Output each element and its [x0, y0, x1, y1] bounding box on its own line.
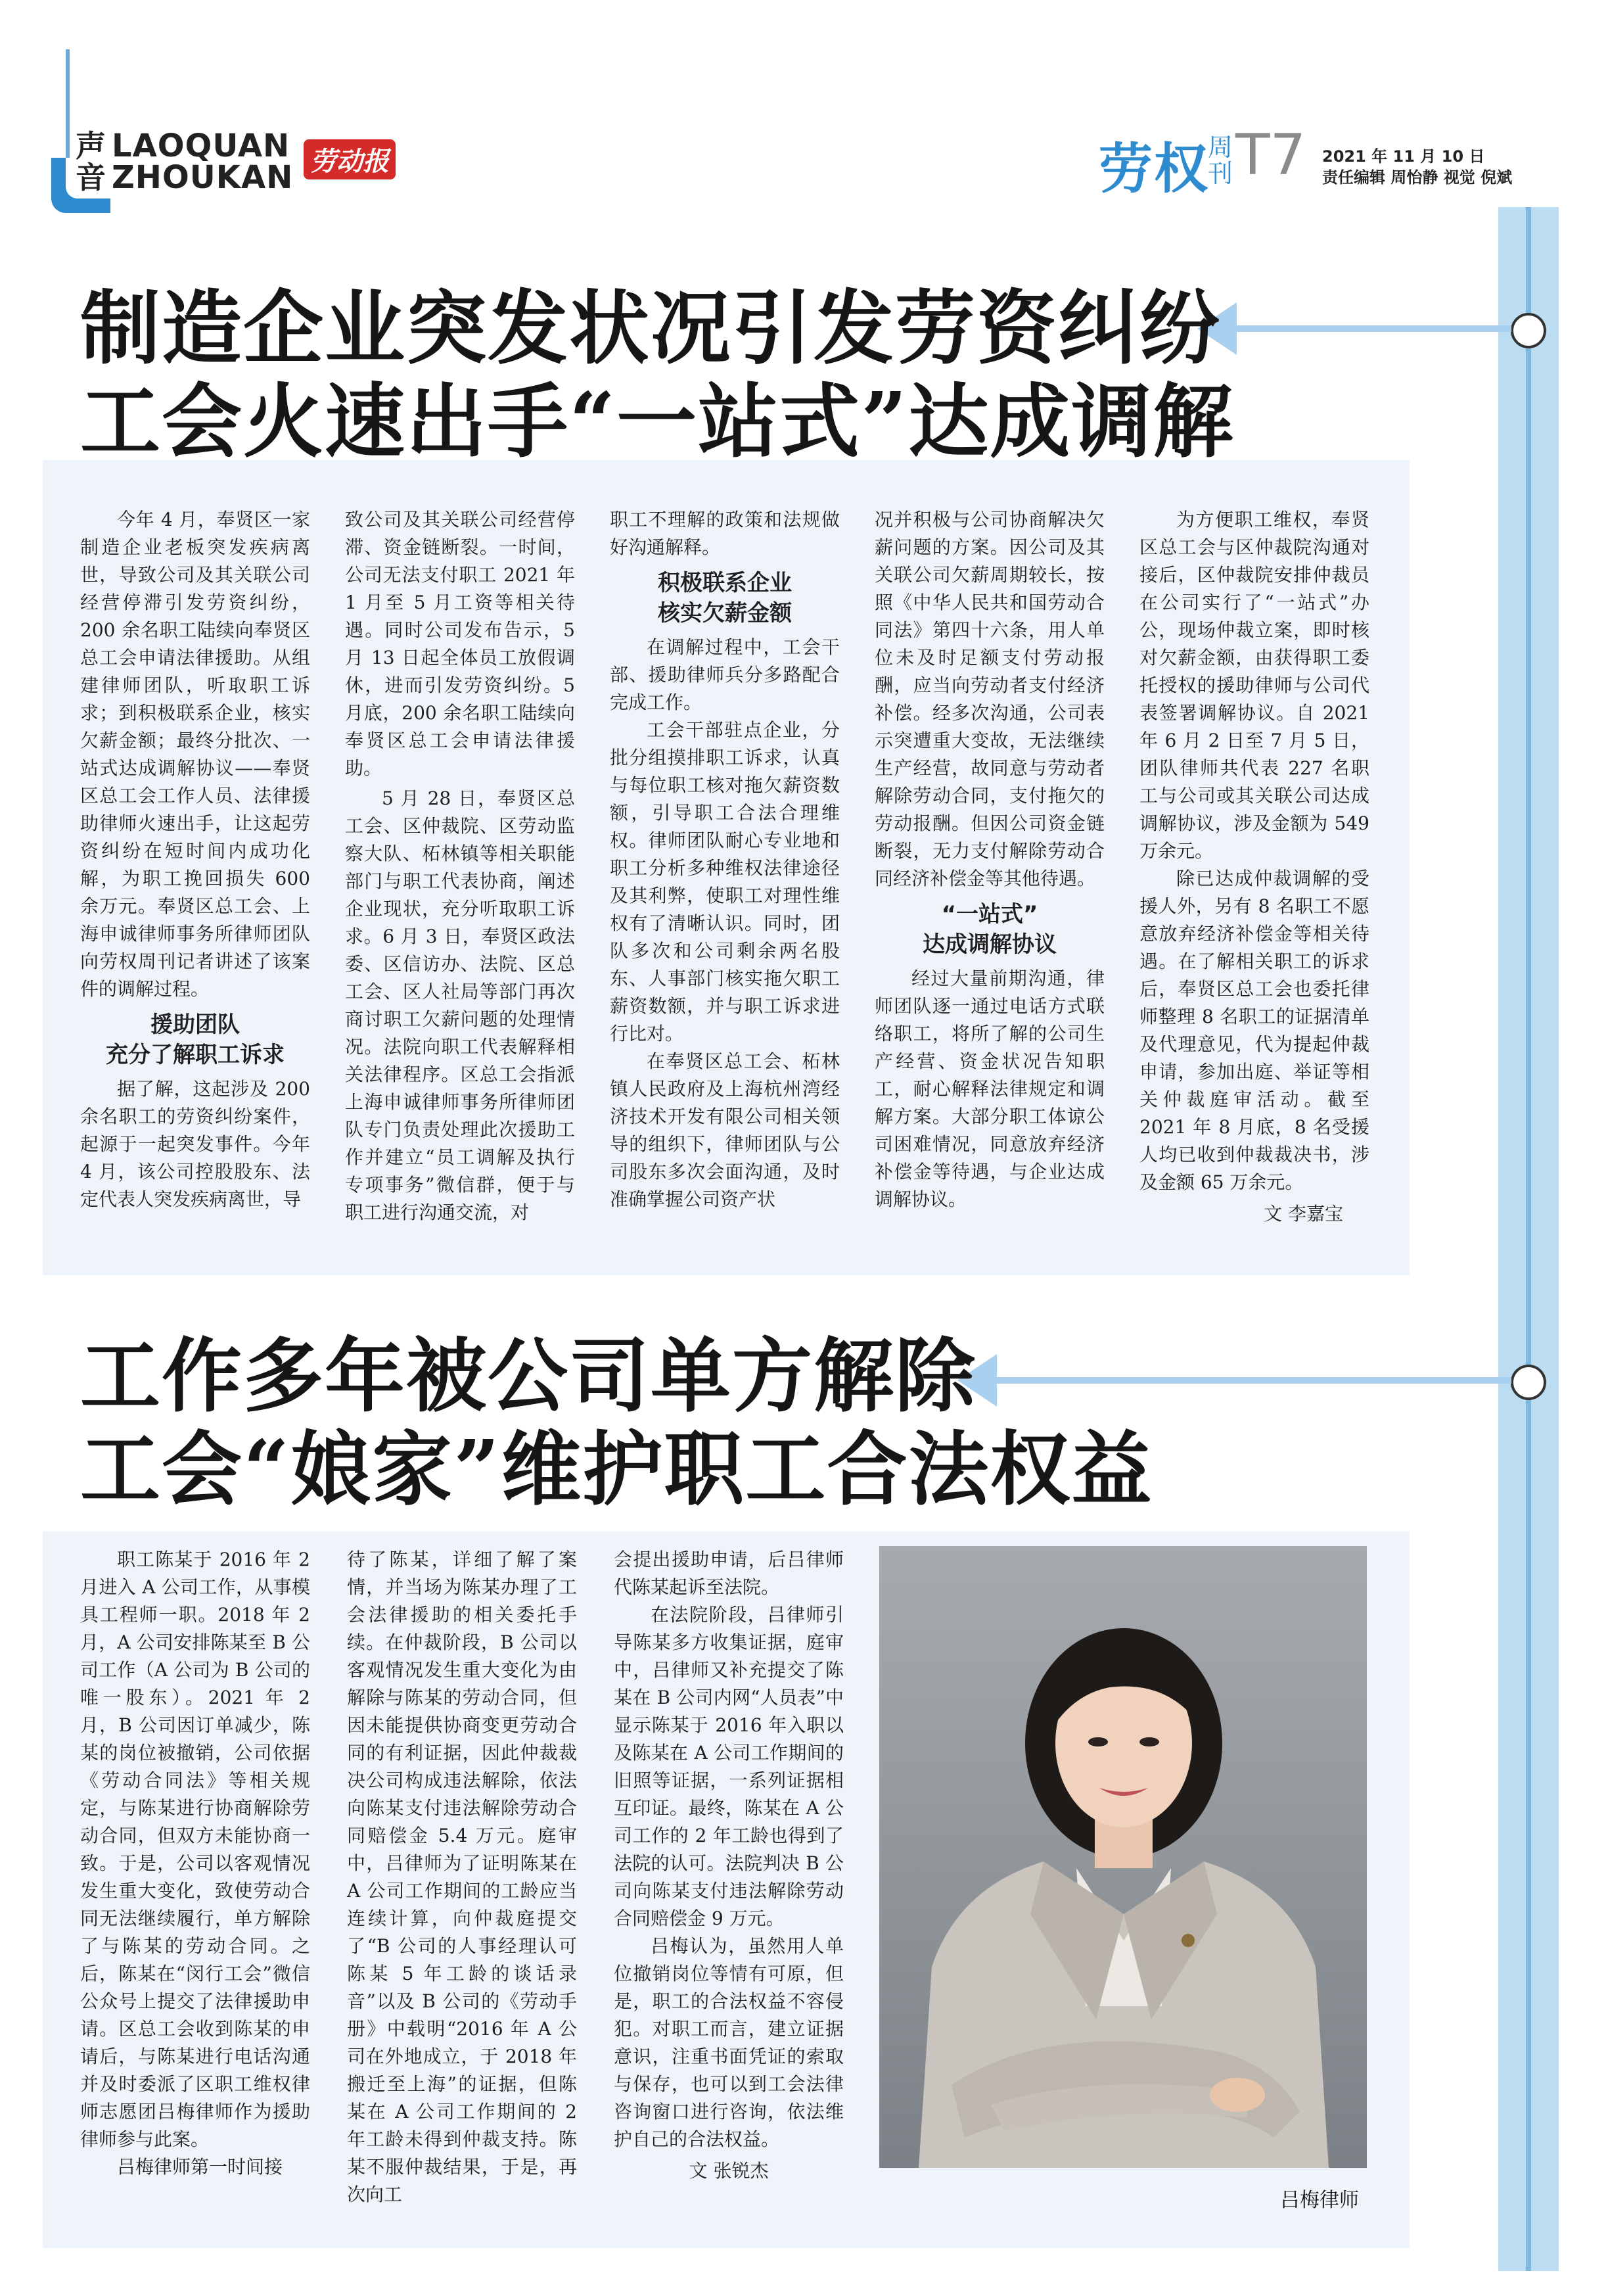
section-title: 劳权 [1099, 138, 1210, 200]
paragraph: 据了解，这起涉及 200 余名职工的劳资纠纷案件，起源于一起突发事件。今年 4 月，该公司控股股东、法定代表人突发疾病离世，导 [80, 1078, 310, 1210]
paragraph: 吕梅律师第一时间接 [117, 2156, 283, 2178]
paragraph: 在法院阶段，吕律师引导陈某多方收集证据，庭审中，吕律师又补充提交了陈某在 B 公司内网“人员表”中显示陈某于 2016 年入职以及陈某在 A 公司工作期间的旧照等证据，一系列证据相互印证。最终，陈某在 A 公司工作的 2 年工龄也得到了法院的认可。法院判决 B 公司向陈某支付违法解除劳动合同赔偿金 9 万元。 [614, 1604, 844, 1929]
paragraph: 在奉贤区总工会、柘林镇人民政府及上海杭州湾经济技术开发有限公司相关领导的组织下，律师团队与公司股东多次会面沟通，及时准确掌握公司资产状 [610, 1050, 840, 1210]
subhead-line-1: 积极联系企业 [658, 570, 792, 596]
masthead-left-rule [66, 49, 70, 161]
paragraph: 况并积极与公司协商解决欠薪问题的方案。因公司及其关联公司欠薪周期较长，按照《中华人民共和国劳动合同法》第四十六条，用人单位未及时足额支付劳动报酬，应当向劳动者支付经济补偿。经多次沟通，公司表示突遭重大变故，无法继续生产经营，故同意与劳动者解除劳动合同，支付拖欠的劳动报酬。但因公司资金链断裂，无力支付解除劳动合同经济补偿金等其他待遇。 [875, 509, 1105, 889]
page-number: T7 [1235, 122, 1306, 188]
article-1-column-3 [610, 506, 840, 1213]
subhead-line-1: 援助团队 [150, 1012, 240, 1038]
subhead [875, 899, 1105, 960]
article-2-column-1 [80, 1546, 310, 2181]
photo-caption: 吕梅律师 [1280, 2189, 1359, 2212]
arrow-1-line [1235, 325, 1511, 332]
paragraph: 职工陈某于 2016 年 2 月进入 A 公司工作，从事模具工程师一职。2018 年 2 月，A 公司安排陈某至 B 公司工作（A 公司为 B 公司的唯一股东）。2021 年 2 月，B 公司因订单减少，陈某的岗位被撤销，公司依据《劳动合同法》等相关规定，与陈某进行协商解除劳动合同，但双方未能协商一致。于是，公司以客观情况发生重大变化，致使劳动合同无法继续履行，单方解除了与陈某的劳动合同。之后，陈某在“闵行工会”微信公众号上提交了法律援助申请。区总工会收到陈某的申请后，与陈某进行电话沟通并及时委派了区职工维权律师志愿团吕梅律师作为援助律师参与此案。 [80, 1549, 310, 2150]
lawyer-portrait-illustration [879, 1546, 1367, 2168]
section-sub-2: 刊 [1208, 159, 1233, 188]
article-2-column-2 [347, 1546, 577, 2209]
paragraph: 会提出援助申请，后吕律师代陈某起诉至法院。 [614, 1549, 844, 1598]
lapel-badge [1182, 1934, 1195, 1947]
masthead-en-line-2: ZHOUKAN [112, 159, 294, 196]
article-1-column-1 [80, 506, 310, 1213]
article-1-headline-line-2: 工会火速出手“一站式”达成调解 [80, 374, 1235, 469]
masthead-cn-char-2: 音 [76, 160, 106, 195]
eye-right [1139, 1737, 1159, 1746]
article-1-column-4 [875, 506, 1105, 1213]
paragraph: 职工不理解的政策和法规做好沟通解释。 [610, 509, 840, 558]
article-1-column-2 [345, 506, 575, 1227]
subhead [610, 568, 840, 628]
masthead-cn-char-1: 声 [76, 128, 106, 164]
newspaper-logo: 劳动报 [304, 139, 396, 179]
hand [1210, 2078, 1265, 2112]
article-1-column-5 [1139, 506, 1369, 1228]
subhead-line-2: 核实欠薪金额 [658, 600, 792, 626]
paragraph: 为方便职工维权，奉贤区总工会与区仲裁院沟通对接后，区仲裁院安排仲裁员在公司实行了“一站式”办公，现场仲裁立案，即时核对欠薪金额，由获得职工委托授权的援助律师与公司代表签署调解协议。自 2021 年 6 月 2 日至 7 月 5 日，团队律师共代表 227 名职工与公司或其关联公司达成调解协议，涉及金额为 549 万余元。 [1139, 509, 1369, 862]
band-marker-2 [1511, 1365, 1546, 1400]
article-2-byline: 文 张锐杰 [689, 2160, 769, 2182]
paragraph: 除已达成仲裁调解的受援人外，另有 8 名职工不愿意放弃经济补偿金等相关待遇。在了解相关职工的诉求后，奉贤区总工会也委托律师整理 8 名职工的证据清单及代理意见，代为提起仲裁申请，参加出庭、举证等相关仲裁庭审活动。截至 2021 年 8 月底，8 名受援人均已收到仲裁裁决书，涉及金额 65 万余元。 [1139, 868, 1369, 1193]
lawyer-photo [879, 1546, 1367, 2168]
masthead-en-line-1: LAOQUAN [112, 128, 290, 164]
subhead-line-2: 达成调解协议 [923, 931, 1057, 958]
article-1-byline: 文 李嘉宝 [1264, 1203, 1343, 1225]
arrow-2-line [996, 1377, 1511, 1384]
editors-credit: 责任编辑 周怡静 视觉 倪斌 [1322, 168, 1513, 187]
section-sub-1: 周 [1208, 133, 1233, 162]
subhead-line-2: 充分了解职工诉求 [106, 1042, 285, 1068]
paragraph: 在调解过程中，工会干部、援助律师兵分多路配合完成工作。 [610, 636, 840, 713]
eye-left [1088, 1737, 1108, 1746]
band-marker-1 [1511, 313, 1546, 348]
subhead-line-1: “一站式” [941, 901, 1038, 927]
paragraph: 今年 4 月，奉贤区一家制造企业老板突发疾病离世，导致公司及其关联公司经营停滞引发劳资纠纷，200 余名职工陆续向奉贤区总工会申请法律援助。从组建律师团队，听取职工诉求；到积极联系企业，核实欠薪金额；最终分批次、一站式达成调解协议——奉贤区总工会工作人员、法律援助律师火速出手，让这起劳资纠纷在短时间内成功化解，为职工挽回损失 600 余万元。奉贤区总工会、上海申诚律师事务所律师团队向劳权周刊记者讲述了该案件的调解过程。 [80, 509, 310, 1000]
paragraph: 待了陈某，详细了解了案情，并当场为陈某办理了工会法律援助的相关委托手续。在仲裁阶段，B 公司以客观情况发生重大变化为由解除与陈某的劳动合同，但因未能提供协商变更劳动合同的有利证据，因此仲裁裁决公司构成违法解除，依法向陈某支付违法解除劳动合同赔偿金 5.4 万元。庭审中，吕律师为了证明陈某在 A 公司工作期间的工龄应当连续计算，向仲裁庭提交了“B 公司的人事经理认可陈某 5 年工龄的谈话录音”以及 B 公司的《劳动手册》中载明“2016 年 A 公司在外地成立，于 2018 年搬迁至上海”的证据，但陈某在 A 公司工作期间的 2 年工龄未得到仲裁支持。陈某不服仲裁结果，于是，再次向工 [347, 1549, 577, 2205]
paragraph: 致公司及其关联公司经营停滞、资金链断裂。一时间，公司无法支付职工 2021 年 1 月至 5 月工资等相关待遇。同时公司发布告示，5 月 13 日起全体员工放假调休，进而引发劳资纠纷。5 月底，200 余名职工陆续向奉贤区总工会申请法律援助。 [345, 509, 575, 779]
side-band-line [1526, 207, 1531, 2271]
article-1-headline-line-1: 制造企业突发状况引发劳资纠纷 [80, 281, 1221, 375]
paragraph: 经过大量前期沟通，律师团队逐一通过电话方式联络职工，将所了解的公司生产经营、资金状况告知职工，耐心解释法律规定和调解方案。大部分职工体谅公司困难情况，同意放弃经济补偿金等待遇，与企业达成调解协议。 [875, 968, 1105, 1210]
paragraph: 5 月 28 日，奉贤区总工会、区仲裁院、区劳动监察大队、柘林镇等相关职能部门与职工代表协商，阐述企业现状，充分听取职工诉求。6 月 3 日，奉贤区政法委、区信访办、法院、区总工会、区人社局等部门再次商讨职工欠薪问题的处理情况。法院向职工代表解释相关法律程序。区总工会指派上海申诚律师事务所律师团队专门负责处理此次援助工作并建立“员工调解及执行专项事务”微信群，便于与职工进行沟通交流，对 [345, 787, 575, 1223]
article-2-column-3 [614, 1546, 844, 2185]
paragraph: 工会干部驻点企业，分批分组摸排职工诉求，认真与每位职工核对拖欠薪资数额，引导职工合法合理维权。律师团队耐心专业地和职工分析多种维权法律途径及其利弊，使职工对理性维权有了清晰认识。同时，团队多次和公司剩余两名股东、人事部门核实拖欠职工薪资数额，并与职工诉求进行比对。 [610, 719, 840, 1044]
subhead [80, 1010, 310, 1070]
article-2-headline-line-2: 工会“娘家”维护职工合法权益 [80, 1422, 1153, 1516]
paragraph: 吕梅认为，虽然用人单位撤销岗位等情有可原，但是，职工的合法权益不容侵犯。对职工而言，建立证据意识，注重书面凭证的索取与保存，也可以到工会法律咨询窗口进行咨询，依法维护自己的合法权益。 [614, 1935, 844, 2150]
issue-date: 2021 年 11 月 10 日 [1322, 147, 1485, 166]
article-2-headline-line-1: 工作多年被公司单方解除 [80, 1328, 976, 1423]
